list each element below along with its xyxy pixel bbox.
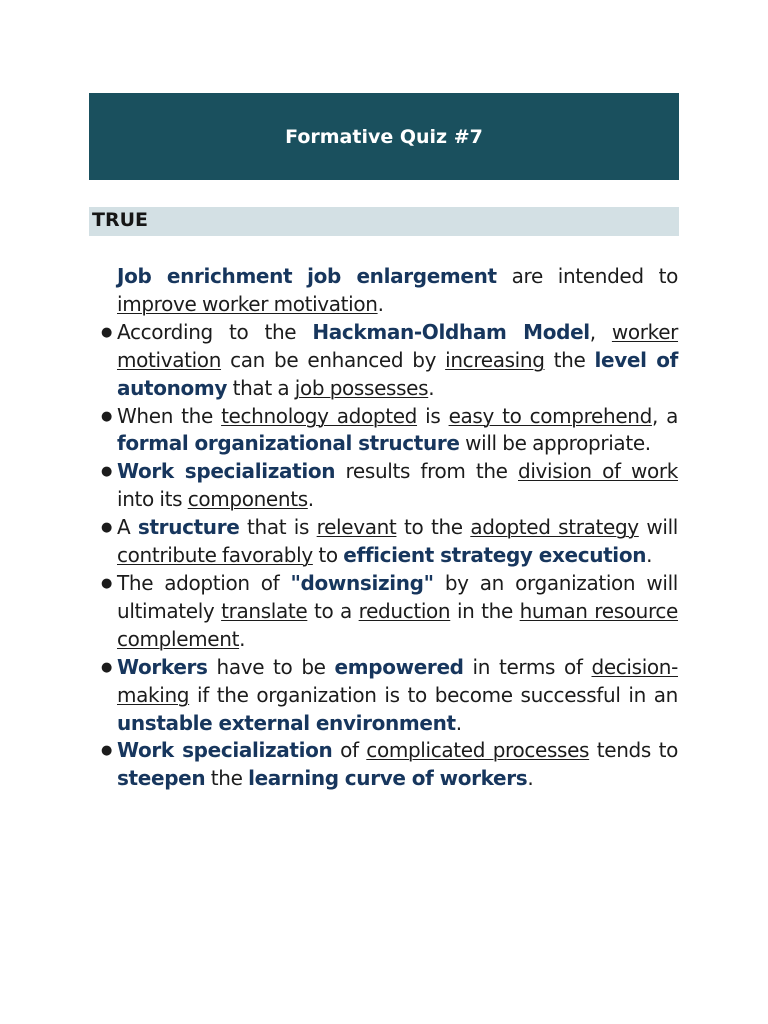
statement-text: by an organization will ultimately (117, 570, 678, 623)
underlined-phrase: worker motivation (117, 319, 679, 372)
underlined-phrase: human resource complement (117, 598, 679, 651)
underlined-phrase: technology adopted (221, 403, 418, 428)
statement-list (101, 263, 678, 793)
underlined-phrase: reduction (358, 598, 451, 623)
statement-item (101, 654, 678, 738)
statement-text (292, 264, 307, 288)
statement-text: results from the (335, 459, 518, 484)
key-term: efficient strategy execution (343, 543, 647, 568)
key-term: steepen (117, 766, 206, 791)
key-term: empowered (334, 654, 464, 679)
statement-item (101, 403, 678, 459)
key-term: "downsizing" (290, 570, 434, 595)
statement-text: of (332, 738, 367, 763)
statement-text: is (417, 403, 449, 428)
key-term: Work specialization (117, 459, 336, 484)
underlined-phrase: decision-making (117, 654, 678, 707)
key-term: Hackman-Oldham Model (312, 319, 590, 344)
statement-text: can be enhanced by (221, 347, 446, 372)
statement-text: . (527, 766, 534, 791)
underlined-phrase: improve worker motivation (117, 291, 378, 316)
statement-text: have to be (207, 654, 335, 679)
underlined-phrase: complicated processes (366, 738, 590, 763)
statement-text: . (307, 487, 314, 512)
key-term: job enlargement (307, 264, 497, 288)
statement-text: that is (239, 515, 317, 540)
statement-text: will be appropriate. (459, 431, 651, 456)
statement-item (101, 319, 678, 403)
statement-text: According to the (117, 319, 313, 344)
statement-text: tends to (589, 738, 678, 763)
underlined-phrase: contribute favorably (117, 543, 313, 568)
statement-text: that a (227, 375, 295, 400)
statement-text: , a (651, 403, 679, 428)
statement-text: . (455, 710, 462, 735)
statement-item (101, 570, 678, 654)
section-title: TRUE (92, 209, 148, 231)
statement-item (101, 458, 678, 514)
bullet-icon: ● (101, 743, 112, 759)
bullet-icon: ● (101, 659, 112, 675)
statement-text: When the (117, 403, 222, 428)
bullet-icon: ● (101, 464, 112, 480)
underlined-phrase: components (187, 487, 308, 512)
statement-text: if the organization is to become successful in an (189, 682, 678, 707)
key-term: Workers (117, 654, 208, 679)
statement-text: will (638, 515, 679, 540)
statement-text: The adoption of (117, 570, 291, 595)
underlined-phrase: relevant (316, 515, 397, 540)
statement-text: , (589, 319, 612, 344)
statement-text: in terms of (463, 654, 592, 679)
key-term: formal organizational structure (117, 431, 460, 456)
section-header-bar (89, 207, 679, 236)
statement-text: the (205, 766, 249, 791)
key-term: level of autonomy (117, 347, 679, 400)
bullet-icon: ● (101, 408, 112, 424)
statement-text: A (117, 515, 138, 540)
key-term: unstable external environment (117, 710, 456, 735)
statement-text: to (312, 543, 344, 568)
statement-text: to a (307, 598, 359, 623)
underlined-phrase: increasing (445, 347, 545, 372)
statement-text: . (646, 543, 653, 568)
key-term: Work specialization (117, 738, 333, 763)
underlined-phrase: job possesses (294, 375, 429, 400)
statement-text: . (377, 291, 384, 316)
page-title: Formative Quiz #7 (285, 125, 483, 148)
statement-text: into its (117, 487, 188, 512)
statement-text: in the (450, 598, 520, 623)
key-term: learning curve of workers (248, 766, 528, 791)
bullet-icon: ● (101, 324, 112, 340)
underlined-phrase: adopted strategy (470, 515, 639, 540)
key-term: Job enrichment (117, 264, 293, 288)
underlined-phrase: translate (221, 598, 308, 623)
statement-item (101, 514, 678, 570)
statement-item (101, 263, 678, 319)
statement-text: . (428, 375, 435, 400)
statement-text: the (544, 347, 595, 372)
title-banner (89, 93, 679, 180)
statement-item (101, 737, 678, 793)
underlined-phrase: division of work (518, 459, 678, 484)
key-term: structure (137, 515, 240, 540)
bullet-icon: ● (101, 575, 112, 591)
underlined-phrase: easy to comprehend (448, 403, 652, 428)
bullet-icon: ● (101, 520, 112, 536)
statement-text: are intended to (496, 264, 678, 288)
statement-text: . (239, 626, 246, 651)
statement-text: to the (396, 515, 471, 540)
